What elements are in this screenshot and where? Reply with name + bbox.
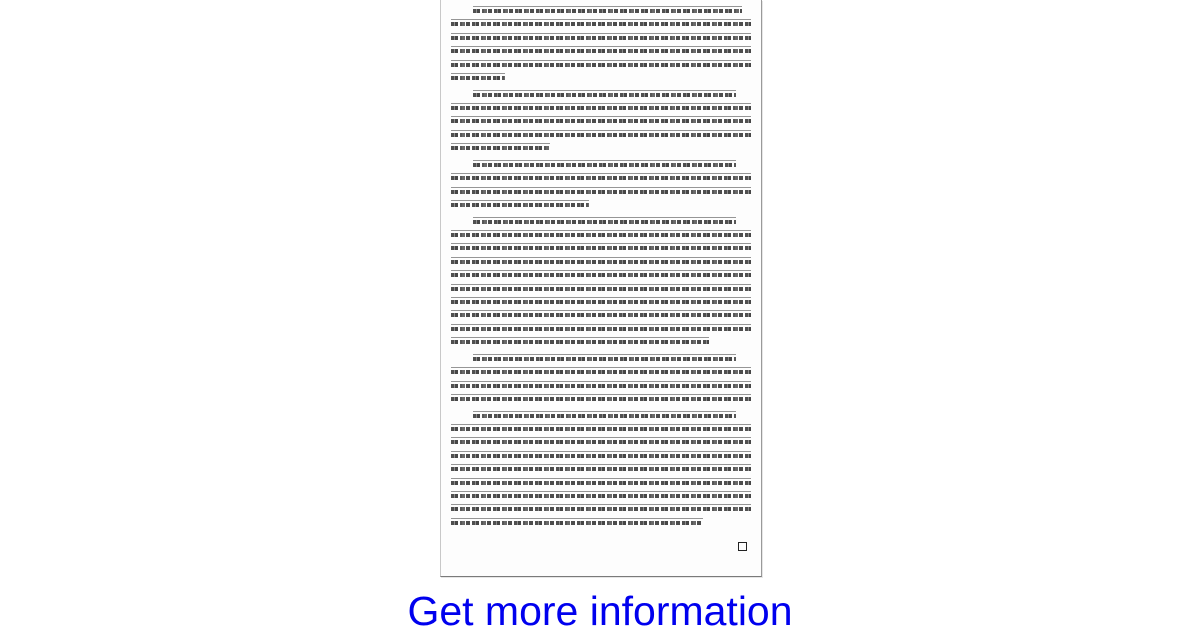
text-line — [451, 128, 751, 141]
text-line — [451, 502, 751, 515]
text-line — [451, 241, 751, 254]
text-line — [451, 352, 751, 365]
text-line — [451, 308, 751, 321]
text-line — [451, 379, 751, 392]
paragraph — [451, 215, 751, 349]
text-line — [451, 44, 751, 57]
text-line — [451, 365, 751, 378]
text-line — [451, 392, 751, 405]
end-of-text-box-icon — [738, 542, 747, 551]
text-line — [451, 101, 751, 114]
text-line — [451, 198, 751, 211]
text-line — [451, 255, 751, 268]
text-line — [451, 158, 751, 171]
text-line — [451, 171, 751, 184]
text-line — [451, 449, 751, 462]
paragraph — [451, 158, 751, 212]
text-line — [451, 31, 751, 44]
paragraph — [451, 88, 751, 155]
text-line — [451, 215, 751, 228]
text-line — [451, 4, 751, 17]
paragraph — [451, 4, 751, 84]
get-more-information-link[interactable]: Get more information — [407, 588, 793, 634]
text-line — [451, 435, 751, 448]
text-line — [451, 335, 751, 348]
text-line — [451, 88, 751, 101]
paragraph — [451, 352, 751, 406]
text-line — [451, 268, 751, 281]
text-line — [451, 322, 751, 335]
text-line — [451, 409, 751, 422]
text-line — [451, 71, 751, 84]
text-line — [451, 185, 751, 198]
text-line — [451, 58, 751, 71]
paragraph — [451, 409, 751, 530]
text-line — [451, 228, 751, 241]
text-line — [451, 295, 751, 308]
text-line — [451, 476, 751, 489]
text-line — [451, 114, 751, 127]
text-line — [451, 489, 751, 502]
text-line — [451, 422, 751, 435]
text-line — [451, 516, 751, 529]
text-line — [451, 282, 751, 295]
text-line — [451, 17, 751, 30]
scanned-document-page — [440, 0, 762, 577]
text-line — [451, 141, 751, 154]
text-line — [451, 462, 751, 475]
